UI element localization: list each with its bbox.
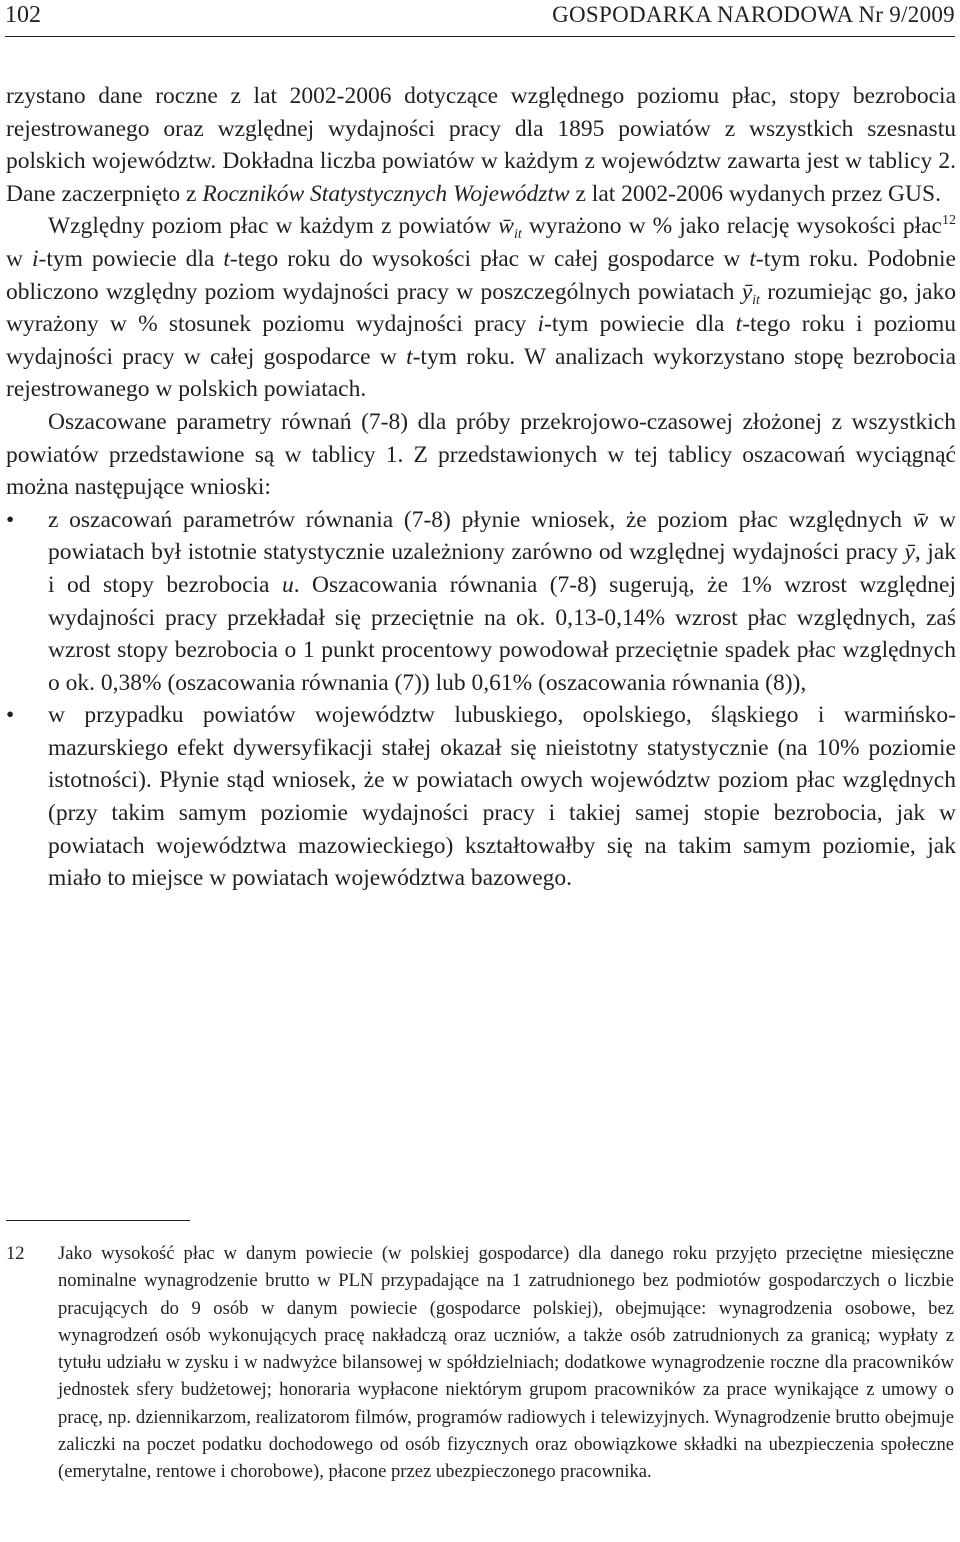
list-item: • z oszacowań parametrów równania (7-8) płynie wniosek, że poziom płac względnych w̄ w powiatach był istotnie statystycznie uzależniony zarówno od względnej wydajności pracy ȳ, jak i od stopy bezrobocia u. Oszacowania równania (7-8) sugerują, że 1% wzrost względnej wydajności pracy przekładał się przeciętnie na ok. 0,13-0,14% wzrost płac względnych, zaś wzrost stopy bezrobocia o 1 punkt procentowy powodował przeciętnie spadek płac względnych o ok. 0,38% (oszacowania równania (7)) lub 0,61% (oszacowania równania (8)), bbox=[6, 504, 956, 700]
source-title: Roczników Statystycznych Województw bbox=[202, 180, 570, 207]
conclusions-list bbox=[6, 504, 956, 895]
footnote bbox=[6, 1240, 954, 1486]
paragraph-variable-definitions: Względny poziom płac w każdym z powiatów $w̄_{it}$ wyrażono w % jako relację wysokości płac$^{12}$ w i-tym powiecie dla t-tego roku do wysokości płac w całej gospodarce w t-tym roku. Podobnie obliczono względny poziom wydajności pracy w poszczególnych powiatach $ȳ_{it}$ rozumiejąc go, jako wyrażony w % stosunek poziomu wydajności pracy i-tym powiecie dla t-tego roku i poziomu wydajności pracy w całej gospodarce w t-tym roku. W analizach wykorzystano stopę bezrobocia rejestrowanego w polskich powiatach. bbox=[6, 213, 957, 403]
page-number: 102 bbox=[5, 2, 41, 28]
bullet-icon: • bbox=[6, 702, 15, 729]
subscript-it: it bbox=[513, 227, 522, 243]
running-header bbox=[5, 0, 955, 36]
variable-w-bar: w̄ bbox=[498, 213, 514, 240]
footnote-separator bbox=[6, 1220, 190, 1221]
subscript-it: it bbox=[752, 292, 760, 308]
main-text bbox=[6, 80, 956, 895]
header-rule bbox=[5, 36, 955, 37]
footnote-number: 12 bbox=[6, 1243, 25, 1264]
journal-title: GOSPODARKA NARODOWA Nr 9/2009 bbox=[552, 2, 955, 27]
footnote-reference: 12 bbox=[942, 213, 956, 229]
footnote-text: Jako wysokość płac w danym powiecie (w polskiej gospodarce) dla danego roku przyjęto przeciętne miesięczne nominalne wynagrodzenie brutto w PLN przypadające na 1 zatrudnionego bez podmiotów gospodarczych o liczbie pracujących do 9 osób w danym powiecie (gospodarce polskiej), obejmujące: wynagrodzenia osobowe, bez wynagrodzeń osób wykonujących pracę nakładczą oraz uczniów, a także osób zatrudnionych za granicą; wypłaty z tytułu udziału w zysku i w nadwyżce bilansowej w spółdzielniach; dodatkowe wynagrodzenie roczne dla pracowników jednostek sfery budżetowej; honoraria wypłacone niektórym grupom pracowników za prace wynikające z umowy o pracę, np. dziennikarzom, realizatorom filmów, programów radiowych i telewizyjnych. Wynagrodzenie brutto obejmuje zaliczki na poczet podatku dochodowego od osób fizycznych oraz obowiązkowe składki na ubezpieczenia społeczne (emerytalne, rentowe i chorobowe), płacone przez ubezpieczonego pracownika. bbox=[58, 1243, 954, 1483]
bullet-icon: • bbox=[6, 506, 15, 533]
paragraph-estimation-results: Oszacowane parametry równań (7-8) dla próby przekrojowo-czasowej złożonej z wszystkich powiatów przedstawione są w tablicy 1. Z przedstawionych w tej tablicy oszacowań wyciągnąć można następujące wnioski: bbox=[6, 408, 956, 501]
paragraph-data-sources: rzystano dane roczne z lat 2002-2006 dotyczące względnego poziomu płac, stopy bezrobocia rejestrowanego oraz względnej wydajności pracy dla 1895 powiatów z wszystkich szesnastu polskich województw. Dokładna liczba powiatów w każdym z województw zawarta jest w tablicy 2. Dane zaczerpnięto z Roczników Statystycznych Województw z lat 2002-2006 wydanych przez GUS. bbox=[6, 83, 956, 207]
list-item: • w przypadku powiatów województw lubuskiego, opolskiego, śląskiego i warmińsko-mazurskiego efekt dywersyfikacji stałej okazał się nieistotny statystycznie (na 10% poziomie istotności). Płynie stąd wniosek, że w powiatach owych województw poziom płac względnych (przy takim samym poziomie wydajności pracy i takiej samej stopie bezrobocia, jak w powiatach województwa mazowieckiego) kształtowałby się na takim samym poziomie, jak miało to miejsce w powiatach województwa bazowego. bbox=[6, 699, 956, 895]
variable-y-bar: ȳ bbox=[741, 278, 753, 305]
